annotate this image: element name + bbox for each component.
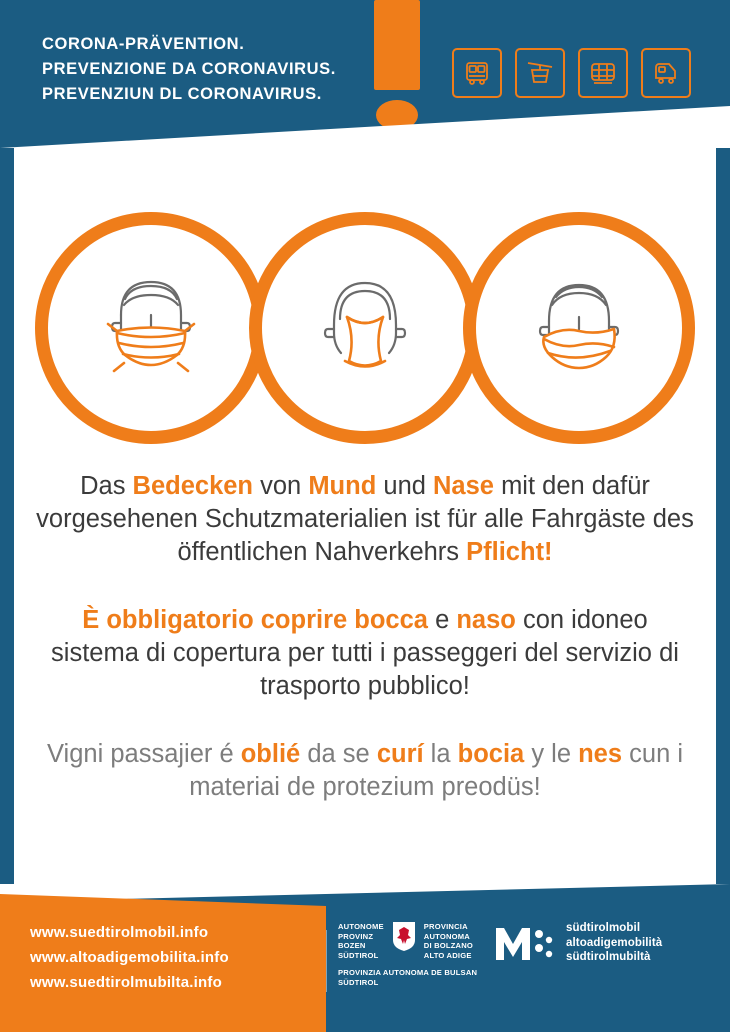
poster-header [0,0,730,148]
transport-icon-row [452,48,691,98]
train-icon [578,48,628,98]
header-title-de: CORONA-PRÄVENTION. [42,35,245,53]
message-segment: la [423,740,458,768]
province-line-1: AUTONOME [338,922,384,931]
message-segment: von [253,472,309,500]
mobility-line-2: altoadigemobilità [566,936,663,949]
message-segment: Pflicht! [466,538,553,566]
website-links[interactable] [30,920,229,995]
header-title-lad: PREVENZIUN DL CORONAVIRUS. [42,85,322,103]
link-suedtirolmubilta[interactable]: www.suedtirolmubilta.info [30,974,222,991]
header-title-it: PREVENZIONE DA CORONAVIRUS. [42,60,336,78]
south-tyrol-eagle-icon [391,920,417,952]
message-segment: mit den dafür vorgesehenen Schutzmaterialien ist für alle Fahrgäste des öffentlichen Nahverkehrs [36,472,694,566]
province-logo [338,920,473,960]
province-it-line-1: PROVINCIA [423,922,468,931]
message-segment: und [376,472,434,500]
province-logo-lad [338,968,477,987]
face-with-cloth-mask-icon [249,212,481,444]
province-lad-line-2: SÜDTIROL [338,977,379,987]
link-suedtirolmobil[interactable]: www.suedtirolmobil.info [30,924,209,941]
message-lad [36,738,694,804]
message-de [36,470,694,569]
province-it-line-4: ALTO ADIGE [423,950,472,960]
province-lad-line-1: PROVINZIA AUTONOMA DE BULSAN [338,968,478,977]
mobility-line-1: südtirolmobil [566,922,641,935]
cable-car-icon [515,48,565,98]
mobility-logo [492,920,662,966]
message-segment: y le [524,740,579,768]
header-wedge [0,106,730,148]
province-logo-de [338,920,384,960]
message-segment: naso [456,606,516,634]
message-segment: Mund [308,472,377,500]
message-segment: curí [376,740,424,768]
link-altoadigemobilita[interactable]: www.altoadigemobilita.info [30,949,229,966]
message-segment: bocia [457,740,525,768]
message-it [36,604,694,703]
message-segment: da se [300,740,377,768]
mask-illustration-row [0,208,730,448]
message-segment: oblié [240,740,301,768]
message-segment: Das [80,472,133,500]
province-line-3: BOZEN [338,941,366,951]
mobility-line-3: südtirolmubiltà [566,951,651,964]
header-title-group [42,32,336,107]
face-with-scarf-icon [463,212,695,444]
suedtirolmobil-m-icon [492,920,556,966]
message-segment: È obbligatorio coprire bocca [82,606,428,634]
province-it-line-3: DI BOLZANO [423,941,474,951]
message-segment: nes [578,740,623,768]
message-segment: Bedecken [132,472,254,500]
message-segment: cun i materiai de protezium preodüs! [189,740,683,801]
face-with-surgical-mask-icon [35,212,267,444]
province-line-4: SÜDTIROL [338,950,379,960]
bus-icon [452,48,502,98]
regional-train-icon [641,48,691,98]
poster-footer [0,884,730,1032]
message-segment: Vigni passajier é [47,740,241,768]
footer-divider [326,930,327,992]
message-segment: Nase [433,472,494,500]
mobility-logo-text [566,921,662,965]
province-it-line-2: AUTONOMA [423,931,470,941]
message-segment: con idoneo sistema di copertura per tutti i passeggeri del servizio di trasporto pubblico! [51,606,679,700]
province-logo-it [424,920,473,960]
province-line-2: PROVINZ [338,931,374,941]
message-segment: e [427,606,457,634]
